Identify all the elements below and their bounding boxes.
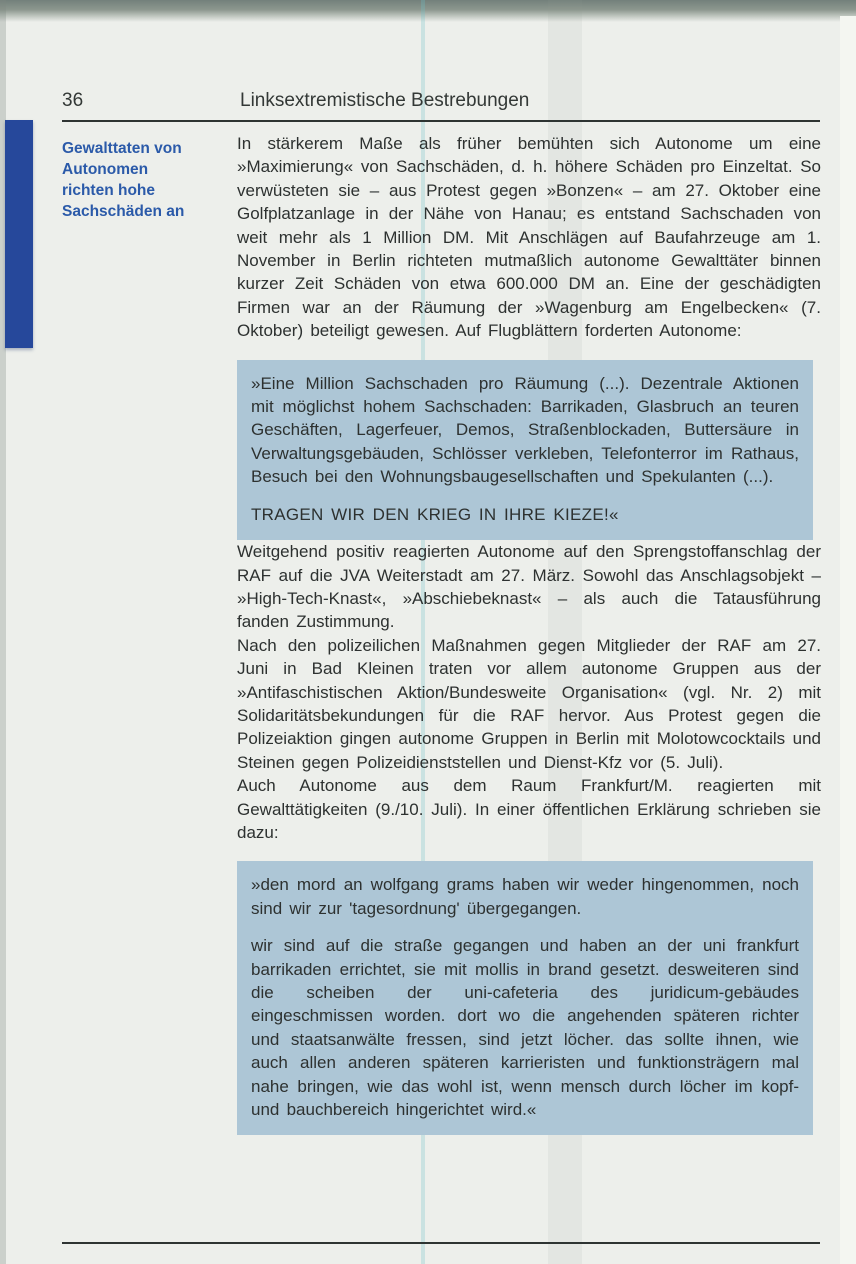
quote-2-paragraph-2: wir sind auf die straße gegangen und haben an der uni frankfurt barrikaden errichtet, sie mit mollis in brand gesetzt. desweiteren sind die scheiben der uni-cafeteria des juridicum-gebäudes eingeschmissen worden. dort wo die angehenden späteren richter und staatsanwälte fressen, sind jetzt löcher. das sollte ihnen, wie auch allen anderen späteren karrieristen und funktionsträgern mal nahe bringen, wie das wohl ist, wenn mensch durch löcher im kopf- und bauchbereich hingerichtet wird.« xyxy=(251,936,799,1120)
margin-note-line: Gewalttaten von xyxy=(62,140,182,157)
quote-1-slogan: TRAGEN WIR DEN KRIEG IN IHRE KIEZE!« xyxy=(251,504,619,524)
body-paragraph-1: In stärkerem Maße als früher bemühten sich Autonome um eine »Maximierung« von Sachschäden, d. h. höhere Schäden pro Einzeltat. So verwüsteten sie – aus Protest gegen »Bonzen« – am 27. Oktober eine Golfplatzanlage in der Nähe von Hanau; es entstand Sachschaden von weit mehr als 1 Million DM. Mit Anschlägen auf Baufahrzeuge am 1. November in Berlin richteten mutmaßlich autonome Gewalttäter binnen kurzer Zeit Schäden von etwa 600.000 DM an. Eine der geschädigten Firmen war an der Räumung der »Wagenburg am Engelbecken« (7. Oktober) beteiligt gewesen. Auf Flugblättern forderten Autonome: xyxy=(237,134,821,341)
quote-2-paragraph-1: »den mord an wolfgang grams haben wir weder hingenommen, noch sind wir zur 'tagesordnung' übergegangen. xyxy=(251,875,799,918)
quote-1-paragraph: »Eine Million Sachschaden pro Räumung (...). Dezentrale Aktionen mit möglichst hohem Sachschaden: Barrikaden, Glasbruch an teuren Geschäften, Lagerfeuer, Demos, Straßenblockaden, Buttersäure in Verwaltungsgebäuden, Schlösser verkleben, Telefonterror im Rathaus, Besuch bei den Wohnungsbaugesellschaften und Spekulanten (...). xyxy=(251,373,799,487)
margin-note-line: richten hohe xyxy=(62,182,156,199)
running-header-title: Linksextremistische Bestrebungen xyxy=(240,90,530,111)
margin-accent-bar xyxy=(5,120,33,348)
body-paragraph-2: Weitgehend positiv reagierten Autonome auf den Sprengstoffanschlag der RAF auf die JVA Weiterstadt am 27. März. Sowohl das Anschlagsobjekt – »High-Tech-Knast«, »Abschiebeknast« – als auch die Tatausführung fanden Zustimmung. xyxy=(237,542,821,632)
header-rule xyxy=(62,120,820,122)
scan-right-edge-artifact xyxy=(840,16,856,1264)
body-paragraph-4: Auch Autonome aus dem Raum Frankfurt/M. reagierten mit Gewalttätigkeiten (9./10. Juli). In einer öffentlichen Erklärung schrieben sie dazu: xyxy=(237,776,821,842)
body-paragraph-3: Nach den polizeilichen Maßnahmen gegen Mitglieder der RAF am 27. Juni in Bad Kleinen traten vor allem autonome Gruppen aus der »Antifaschistischen Aktion/Bundesweite Organisation« (vgl. Nr. 2) mit Solidaritätsbekundungen für die RAF hervor. Aus Protest gegen die Polizeiaktion gingen autonome Gruppen in Berlin mit Molotowcocktails und Steinen gegen Polizeidienststellen und Dienst-Kfz vor (5. Juli). xyxy=(237,635,821,772)
scan-top-edge-artifact xyxy=(0,0,856,22)
footer-rule xyxy=(62,1242,820,1244)
margin-note xyxy=(62,138,234,222)
body-text-column xyxy=(237,132,821,1135)
quote-block-2 xyxy=(237,861,813,1135)
quote-block-1 xyxy=(237,360,813,540)
margin-note-line: Autonomen xyxy=(62,161,149,178)
page-number: 36 xyxy=(62,90,84,111)
margin-note-line: Sachschäden an xyxy=(62,203,185,220)
